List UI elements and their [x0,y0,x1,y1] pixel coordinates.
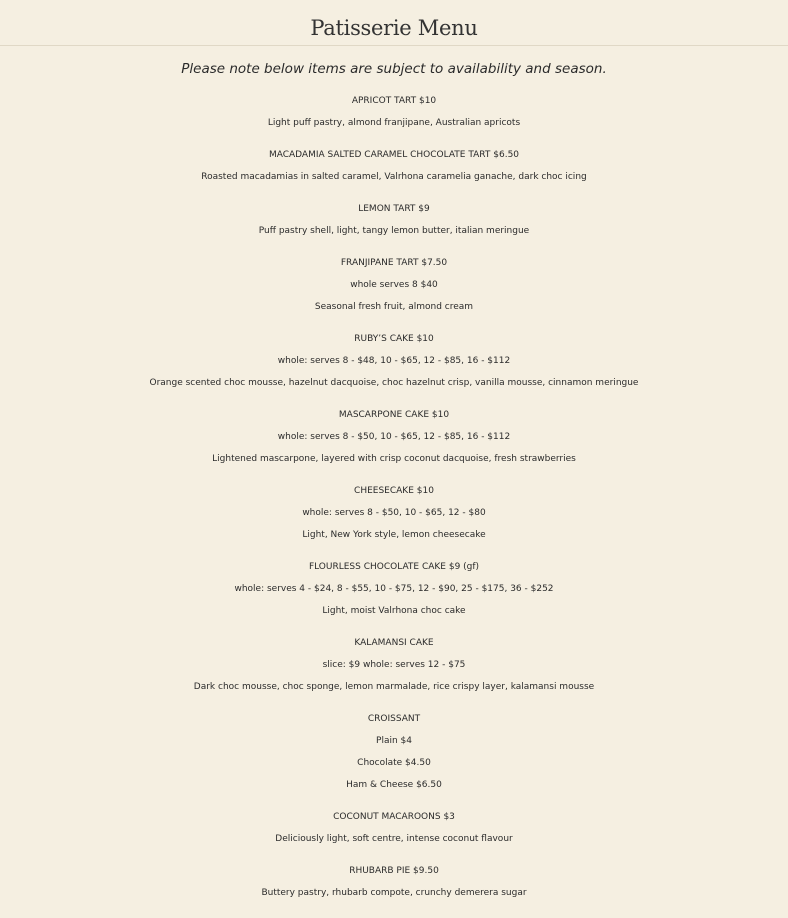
menu-item-name: MACADAMIA SALTED CARAMEL CHOCOLATE TART $6.50 [268,150,520,160]
menu-item-detail: Light, New York style, lemon cheesecake [302,530,486,540]
menu-item-detail: whole: serves 8 - $50, 10 - $65, 12 - $80 [302,508,486,518]
menu-item-detail: Lightened mascarpone, layered with crisp coconut dacquoise, fresh strawberries [212,454,576,464]
menu-item-detail: slice: $9 whole: serves 12 - $75 [322,660,466,670]
menu-item-detail: Buttery pastry, rhubarb compote, crunchy demerera sugar [261,888,527,898]
menu-item-detail: Deliciously light, soft centre, intense coconut flavour [275,834,513,844]
page-title: Patisserie Menu [310,16,478,40]
menu-item-name: APRICOT TART $10 [351,96,437,106]
menu-item-detail: whole: serves 8 - $48, 10 - $65, 12 - $85, 16 - $112 [277,356,511,366]
menu-item-name: KALAMANSI CAKE [354,638,434,648]
menu-item-name: RUBY’S CAKE $10 [354,334,434,344]
menu-item [0,806,788,850]
menu-item [0,252,788,318]
menu-item-detail: Orange scented choc mousse, hazelnut dacquoise, choc hazelnut crisp, vanilla mousse, cinnamon meringue [149,378,639,388]
menu-item-name: LEMON TART $9 [358,204,430,214]
menu-item [0,328,788,394]
menu-item-detail: whole: serves 4 - $24, 8 - $55, 10 - $75, 12 - $90, 25 - $175, 36 - $252 [234,584,554,594]
menu-item-name: CHEESECAKE $10 [354,486,434,496]
menu-item-name: CROISSANT [367,714,421,724]
menu-item [0,90,788,134]
availability-notice: Please note below items are subject to availability and season. [181,61,607,77]
menu-item-detail: Puff pastry shell, light, tangy lemon butter, italian meringue [258,226,530,236]
menu-item [0,708,788,796]
menu-item-detail: Ham & Cheese $6.50 [346,780,442,790]
menu-item [0,404,788,470]
menu-item-name: COCONUT MACAROONS $3 [333,812,455,822]
menu-item-detail: Chocolate $4.50 [357,758,431,768]
menu-item-name: RHUBARB PIE $9.50 [349,866,439,876]
menu-item-name: FRANJIPANE TART $7.50 [340,258,448,268]
menu-item-name: FLOURLESS CHOCOLATE CAKE $9 (gf) [308,562,480,572]
menu-item-detail: Dark choc mousse, choc sponge, lemon marmalade, rice crispy layer, kalamansi mousse [193,682,595,692]
menu-item [0,144,788,188]
page-header [0,0,788,46]
menu-item [0,556,788,622]
menu-item-detail: whole: serves 8 - $50, 10 - $65, 12 - $85, 16 - $112 [277,432,511,442]
menu-item-detail: Roasted macadamias in salted caramel, Valrhona caramelia ganache, dark choc icing [201,172,587,182]
menu-list [0,90,788,904]
menu-item [0,198,788,242]
menu-item-detail: whole serves 8 $40 [350,280,438,290]
menu-item [0,480,788,546]
menu-item [0,860,788,904]
menu-item [0,632,788,698]
menu-item-detail: Seasonal fresh fruit, almond cream [314,302,474,312]
menu-item-detail: Plain $4 [376,736,412,746]
menu-item-name: MASCARPONE CAKE $10 [338,410,450,420]
menu-item-detail: Light, moist Valrhona choc cake [322,606,466,616]
menu-item-detail: Light puff pastry, almond franjipane, Australian apricots [267,118,521,128]
